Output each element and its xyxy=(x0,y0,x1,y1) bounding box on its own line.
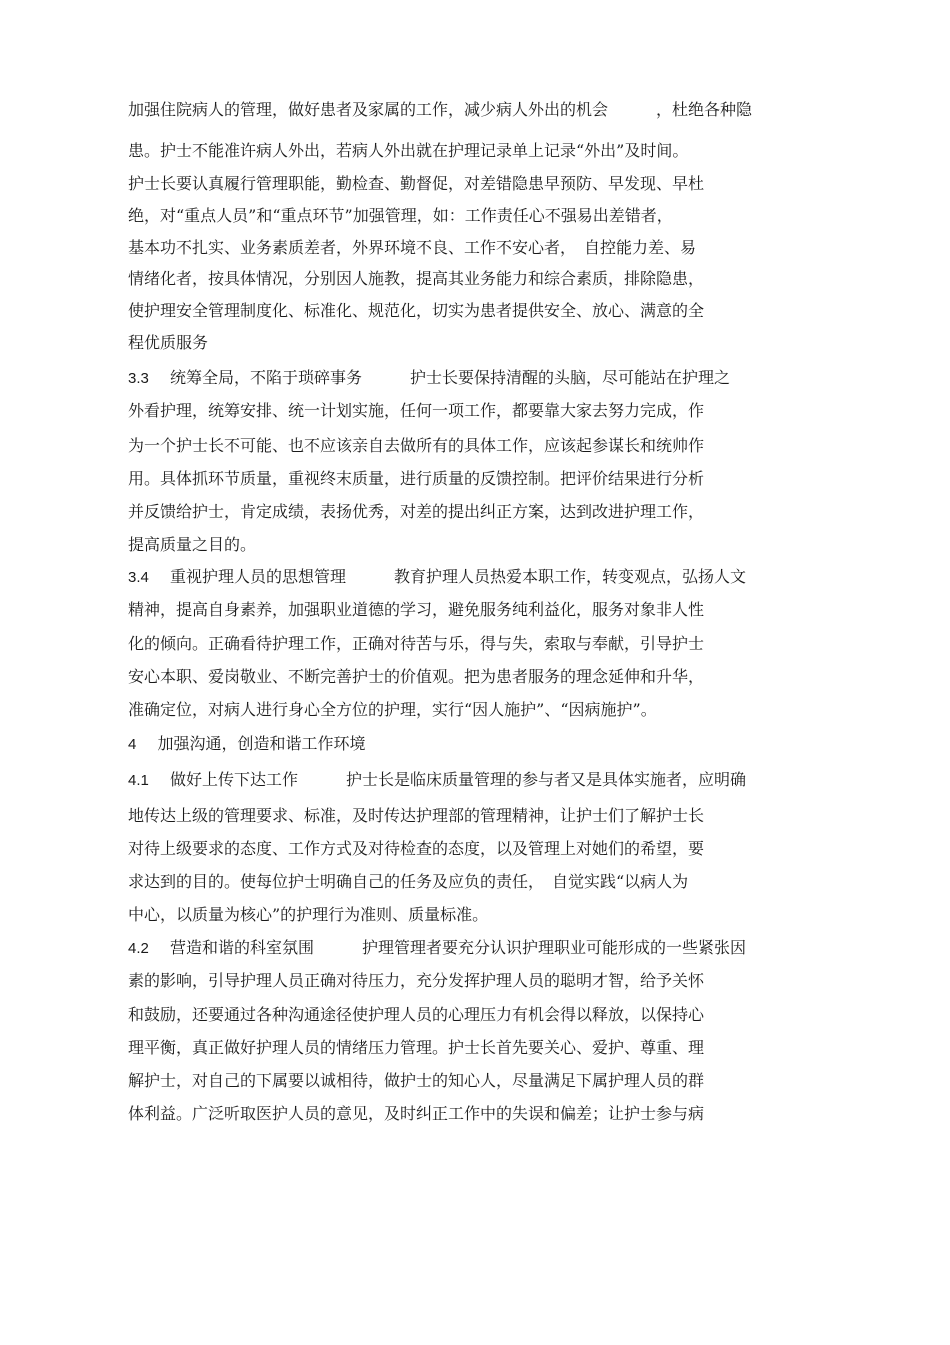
paragraph-line: 加强住院病人的管理，做好患者及家属的工作，减少病人外出的机会 ，杜绝各种隐 xyxy=(128,100,753,119)
paragraph-line: 情绪化者，按具体情况，分别因人施教，提高其业务能力和综合素质，排除隐患， xyxy=(128,269,705,288)
paragraph-line: 对待上级要求的态度、工作方式及对待检查的态度，以及管理上对她们的希望，要 xyxy=(128,839,705,858)
paragraph-line: 解护士，对自己的下属要以诚相待，做护士的知心人，尽量满足下属护理人员的群 xyxy=(128,1071,705,1090)
paragraph-line: 准确定位，对病人进行身心全方位的护理，实行“因人施护”、“因病施护”。 xyxy=(128,700,657,719)
paragraph-line: 为一个护士长不可能、也不应该亲自去做所有的具体工作，应该起参谋长和统帅作 xyxy=(128,436,705,455)
section-number: 4.2 xyxy=(128,940,149,957)
paragraph-line: 患。护士不能准许病人外出，若病人外出就在护理记录单上记录“外出”及时间。 xyxy=(128,141,689,160)
section-text: 加强沟通，创造和谐工作环境 xyxy=(157,734,366,753)
paragraph-line: 理平衡，真正做好护理人员的情绪压力管理。护士长首先要关心、爱护、尊重、理 xyxy=(128,1038,705,1057)
paragraph-line: 使护理安全管理制度化、标准化、规范化，切实为患者提供安全、放心、满意的全 xyxy=(128,301,705,320)
section-number: 3.3 xyxy=(128,370,149,387)
paragraph-line: 精神，提高自身素养，加强职业道德的学习，避免服务纯利益化，服务对象非人性 xyxy=(128,600,705,619)
paragraph-line: 用。具体抓环节质量，重视终末质量，进行质量的反馈控制。把评价结果进行分析 xyxy=(128,469,705,488)
section-heading-4 xyxy=(128,734,365,755)
paragraph-line: 外看护理，统筹安排、统一计划实施，任何一项工作，都要靠大家去努力完成，作 xyxy=(128,401,705,420)
paragraph-line: 求达到的目的。使每位护士明确自己的任务及应负的责任， 自觉实践“以病人为 xyxy=(128,872,689,891)
section-text: 营造和谐的科室氛围 护理管理者要充分认识护理职业可能形成的一些紧张因 xyxy=(169,938,746,957)
paragraph-line: 护士长要认真履行管理职能，勤检查、勤督促，对差错隐患早预防、早发现、早杜 xyxy=(128,174,705,193)
section-heading-3-4 xyxy=(128,567,746,588)
section-text: 做好上传下达工作 护士长是临床质量管理的参与者又是具体实施者，应明确 xyxy=(169,770,746,789)
paragraph-line: 地传达上级的管理要求、标准，及时传达护理部的管理精神，让护士们了解护士长 xyxy=(128,806,705,825)
section-heading-4-2 xyxy=(128,938,746,959)
paragraph-line: 程优质服务 xyxy=(128,333,209,352)
paragraph-line: 并反馈给护士，肯定成绩，表扬优秀，对差的提出纠正方案，达到改进护理工作， xyxy=(128,502,705,521)
paragraph-line: 素的影响，引导护理人员正确对待压力，充分发挥护理人员的聪明才智，给予关怀 xyxy=(128,971,705,990)
paragraph-line: 体利益。广泛听取医护人员的意见，及时纠正工作中的失误和偏差；让护士参与病 xyxy=(128,1104,705,1123)
paragraph-line: 安心本职、爱岗敬业、不断完善护士的价值观。把为患者服务的理念延伸和升华， xyxy=(128,667,705,686)
paragraph-line: 基本功不扎实、业务素质差者，外界环境不良、工作不安心者， 自控能力差、易 xyxy=(128,238,697,257)
paragraph-line: 化的倾向。正确看待护理工作，正确对待苦与乐，得与失，索取与奉献，引导护士 xyxy=(128,634,705,653)
paragraph-line: 中心，以质量为核心”的护理行为准则、质量标准。 xyxy=(128,905,489,924)
section-heading-3-3 xyxy=(128,368,730,389)
section-heading-4-1 xyxy=(128,770,746,791)
section-number: 4 xyxy=(128,736,137,753)
section-number: 4.1 xyxy=(128,772,149,789)
paragraph-line: 提高质量之目的。 xyxy=(128,535,257,554)
paragraph-line: 绝，对“重点人员”和“重点环节”加强管理，如：工作责任心不强易出差错者， xyxy=(128,206,673,225)
paragraph-line: 和鼓励，还要通过各种沟通途径使护理人员的心理压力有机会得以释放，以保持心 xyxy=(128,1005,705,1024)
section-number: 3.4 xyxy=(128,569,149,586)
section-text: 重视护理人员的思想管理 教育护理人员热爱本职工作，转变观点，弘扬人文 xyxy=(169,567,746,586)
section-text: 统筹全局，不陷于琐碎事务 护士长要保持清醒的头脑，尽可能站在护理之 xyxy=(169,368,730,387)
